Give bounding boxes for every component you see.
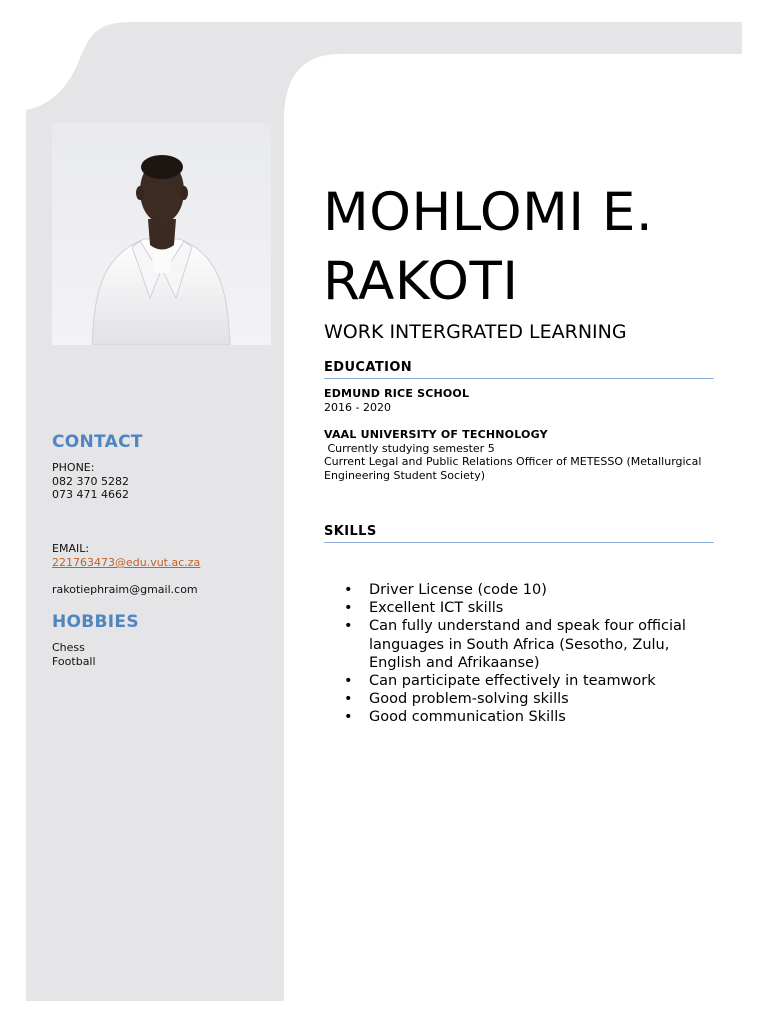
skill-item: • Driver License (code 10) [344,581,714,599]
education-entry [324,387,724,414]
skill-item: • Excellent ICT skills [344,599,714,617]
education-detail: Engineering Student Society) [324,468,485,482]
education-detail: Current Legal and Public Relations Officer of METESSO (Metallurgical [324,455,702,468]
skills-heading: SKILLS [324,524,714,543]
hobby-item: Football [52,654,96,668]
education-entry [324,428,724,482]
skills-list [344,581,714,727]
hobbies-heading: HOBBIES [52,612,139,632]
education-detail: Currently studying semester 5 [324,441,495,455]
profile-photo [52,123,271,345]
hobby-item: Chess [52,641,85,654]
phone-number-primary: 082 370 5282 [52,474,129,488]
skill-item: • Good problem-solving skills [344,690,714,708]
contact-heading: CONTACT [52,432,143,452]
phone-label: PHONE: [52,461,95,474]
education-school: VAAL UNIVERSITY OF TECHNOLOGY [324,428,548,441]
candidate-name: MOHLOMI E. RAKOTI [323,182,654,312]
skill-item: • Can participate effectively in teamwork [344,672,714,690]
email-label: EMAIL: [52,542,90,555]
education-school: EDMUND RICE SCHOOL [324,387,470,400]
education-heading: EDUCATION [324,360,714,379]
phone-number-secondary: 073 471 4662 [52,488,129,501]
skill-item: • Good communication Skills [344,708,714,726]
email-university[interactable] [52,556,200,570]
email-personal: rakotiephraim@gmail.com [52,583,198,596]
candidate-title: WORK INTERGRATED LEARNING [324,321,627,343]
education-years: 2016 - 2020 [324,400,391,414]
email-university-link[interactable]: 221763473@edu.vut.ac.za [52,556,201,569]
person-silhouette-icon [52,123,271,345]
skill-item: • Can fully understand and speak four official languages in South Africa (Sesotho, Zulu, English and Afrikaanse) [344,617,714,672]
